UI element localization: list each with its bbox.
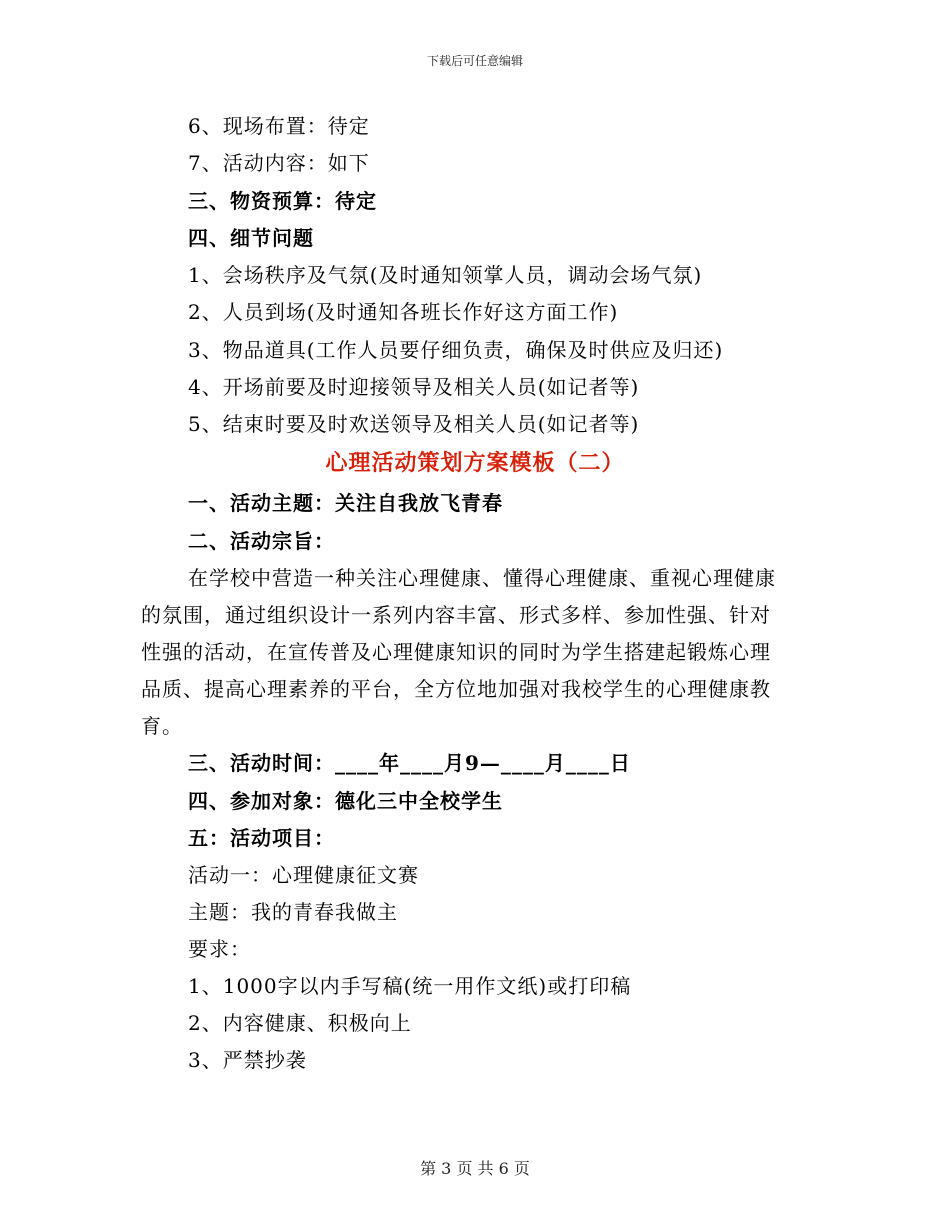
activity-one: 活动一：心理健康征文赛 — [188, 863, 419, 887]
activity-subject: 主题：我的青春我做主 — [188, 900, 398, 924]
budget-heading: 三、物资预算：待定 — [188, 189, 377, 213]
requirement-item: 3、严禁抄袭 — [188, 1048, 307, 1072]
item-activity-content: 7、活动内容：如下 — [188, 151, 370, 175]
items-heading: 五：活动项目： — [188, 826, 335, 850]
requirement-item: 1、1000字以内手写稿(统一用作文纸)或打印稿 — [188, 974, 632, 998]
detail-item: 4、开场前要及时迎接领导及相关人员(如记者等) — [188, 375, 640, 399]
purpose-paragraph-line: 育。 — [141, 714, 183, 738]
time-heading: 三、活动时间：____年____月9—____月____日 — [188, 751, 631, 775]
purpose-heading: 二、活动宗旨： — [188, 529, 335, 553]
detail-item: 1、会场秩序及气氛(及时通知领掌人员，调动会场气氛) — [188, 263, 703, 287]
detail-item: 3、物品道具(工作人员要仔细负责，确保及时供应及归还) — [188, 338, 724, 362]
detail-item: 5、结束时要及时欢送领导及相关人员(如记者等) — [188, 412, 640, 436]
purpose-paragraph-line: 品质、提高心理素养的平台，全方位地加强对我校学生的心理健康教 — [141, 677, 771, 701]
requirement-item: 2、内容健康、积极向上 — [188, 1011, 412, 1035]
page-header-note: 下载后可任意编辑 — [426, 54, 523, 68]
details-heading: 四、细节问题 — [188, 226, 314, 250]
requirements-heading: 要求： — [188, 937, 251, 961]
participants-heading: 四、参加对象：德化三中全校学生 — [188, 789, 503, 813]
item-venue-setup: 6、现场布置：待定 — [188, 114, 370, 138]
purpose-paragraph-line: 的氛围，通过组织设计一系列内容丰富、形式多样、参加性强、针对 — [141, 603, 771, 627]
detail-item: 2、人员到场(及时通知各班长作好这方面工作) — [188, 300, 619, 324]
page-number: 第 3 页 共 6 页 — [420, 1159, 530, 1178]
purpose-paragraph-line: 性强的活动，在宣传普及心理健康知识的同时为学生搭建起锻炼心理 — [141, 640, 771, 664]
plan-title: 心理活动策划方案模板（二） — [325, 450, 625, 476]
purpose-paragraph-line: 在学校中营造一种关注心理健康、懂得心理健康、重视心理健康 — [188, 566, 776, 590]
theme-heading: 一、活动主题：关注自我放飞青春 — [188, 491, 503, 515]
